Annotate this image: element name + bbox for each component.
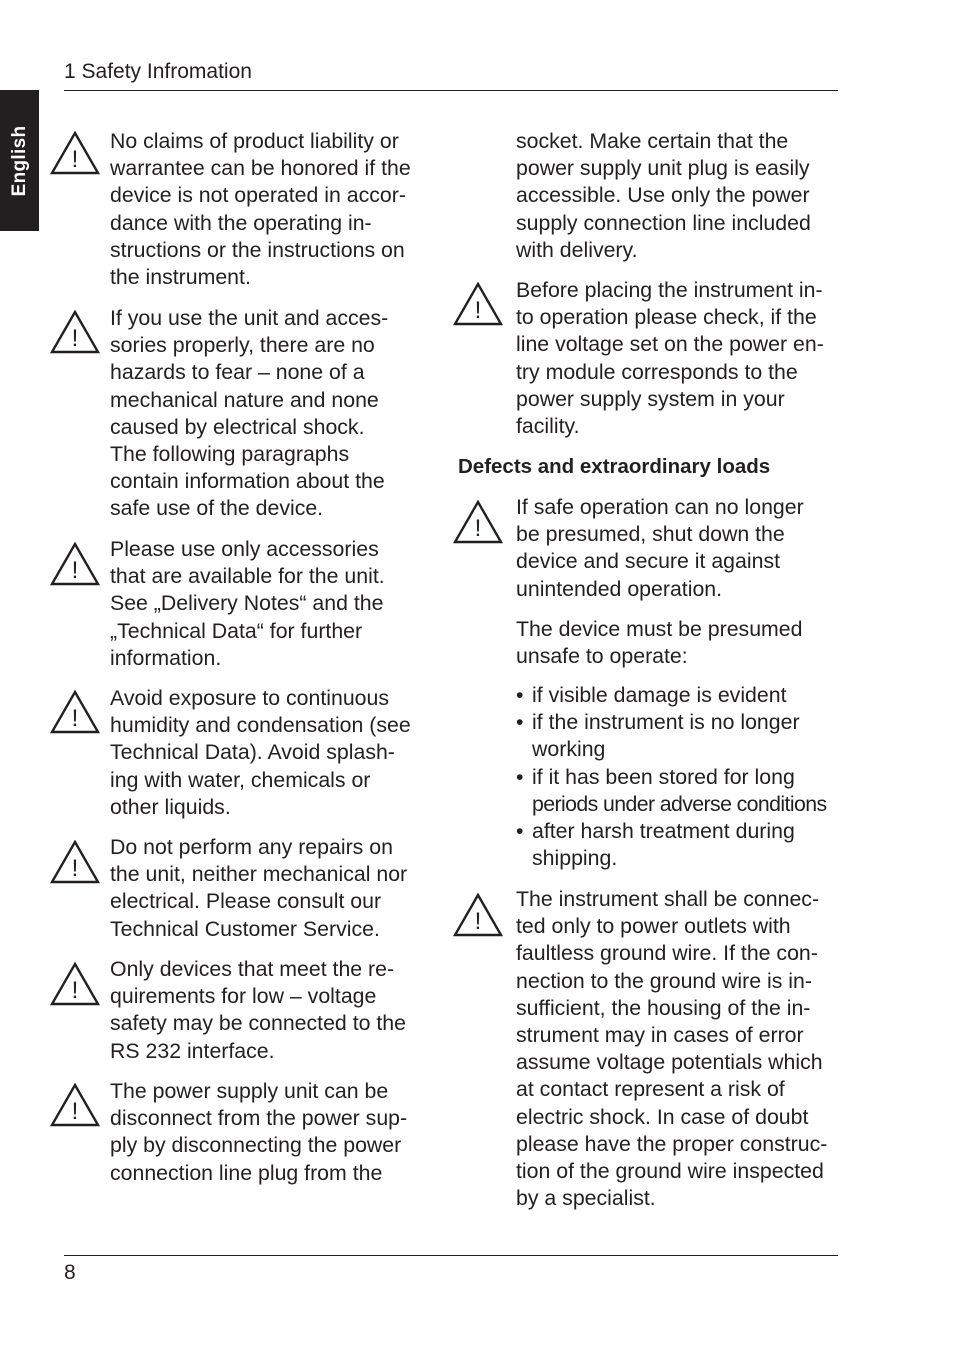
warning-proper-use: If you use the unit and acces- sories properly, there are no hazards to fear – none of a mechanical nature and none caused by electrical shock. The following paragraphs contain information about the safe use of the device.: [110, 306, 389, 521]
warning-icon: [453, 893, 503, 937]
bullet-mark: •: [516, 683, 524, 707]
svg-text:!: !: [71, 325, 79, 352]
page-number: 8: [64, 1261, 76, 1284]
warning-icon: [50, 542, 100, 586]
warning-icon: [453, 500, 503, 544]
running-head: 1 Safety Infromation: [64, 60, 252, 83]
warning-icon: [50, 131, 100, 175]
list-item: • if visible damage is evident: [516, 682, 827, 709]
section-heading: Defects and extraordinary loads: [458, 455, 771, 478]
warning-accessories: Please use only accessories that are available for the unit. See „Delivery Notes“ and the „Technical Data“ for further information.: [110, 537, 385, 670]
warning-icon: [50, 840, 100, 884]
svg-text:!: !: [71, 855, 79, 882]
warning-safe-operation: If safe operation can no longer be presumed, shut down the device and secure it against unintended operation.: [516, 495, 804, 601]
power-supply-continuation: socket. Make certain that the power supply unit plug is easily accessible. Use only the power supply connection line included with delivery.: [516, 129, 811, 262]
warning-liability: No claims of product liability or warrantee can be honored if the device is not operated in accor- dance with the operating in- structions or the instructions on the instrument.: [110, 129, 411, 290]
warning-icon: [453, 282, 503, 326]
svg-text:!: !: [71, 977, 79, 1004]
warning-icon: [50, 310, 100, 354]
list-item: • if the instrument is no longer working: [516, 710, 800, 762]
svg-text:!: !: [71, 1098, 79, 1125]
language-tab-label: English: [8, 125, 30, 196]
warning-ground-wire: The instrument shall be connec- ted only to power outlets with faultless ground wire. If the con- nection to the ground wire is in- sufficient, the housing of the in- strument may in cases of error assume voltage potentials which at contact represent a risk of electric shock. In case of doubt please have the proper construc- tion of the ground wire inspected by a specialist.: [516, 887, 828, 1211]
list-item: • after harsh treatment during shipping.: [516, 819, 795, 871]
warning-power-supply: The power supply unit can be disconnect from the power sup- ply by disconnecting the power connection line plug from the: [110, 1079, 408, 1185]
warning-icon: [50, 690, 100, 734]
warning-icon: [50, 962, 100, 1006]
warning-icon: [50, 1083, 100, 1127]
unsafe-conditions-list: [516, 682, 827, 872]
bullet-mark: •: [516, 764, 524, 789]
warning-line-voltage: Before placing the instrument in- to operation please check, if the line voltage set on the power en- try module corresponds to the power supply system in your facility.: [516, 278, 824, 439]
warning-repairs: Do not perform any repairs on the unit, neither mechanical nor electrical. Please consult our Technical Customer Service.: [110, 835, 408, 941]
bullet-mark: •: [516, 710, 524, 735]
bullet-mark: •: [516, 819, 524, 844]
list-item: • if it has been stored for long periods under adverse conditions: [516, 764, 827, 816]
warning-low-voltage: Only devices that meet the re- quirements for low – voltage safety may be connected to the RS 232 interface.: [110, 957, 406, 1063]
unsafe-intro: The device must be presumed unsafe to operate:: [516, 617, 803, 669]
svg-text:!: !: [71, 705, 79, 732]
warning-humidity: Avoid exposure to continuous humidity and condensation (see Technical Data). Avoid splash- ing with water, chemicals or other liquids.: [110, 686, 411, 819]
svg-text:!: !: [474, 908, 482, 935]
svg-text:!: !: [474, 297, 482, 324]
svg-text:!: !: [71, 146, 79, 173]
footer-rule: [64, 1255, 838, 1256]
svg-text:!: !: [474, 515, 482, 542]
header-rule: [64, 90, 838, 91]
language-tab: [0, 90, 39, 231]
svg-text:!: !: [71, 557, 79, 584]
